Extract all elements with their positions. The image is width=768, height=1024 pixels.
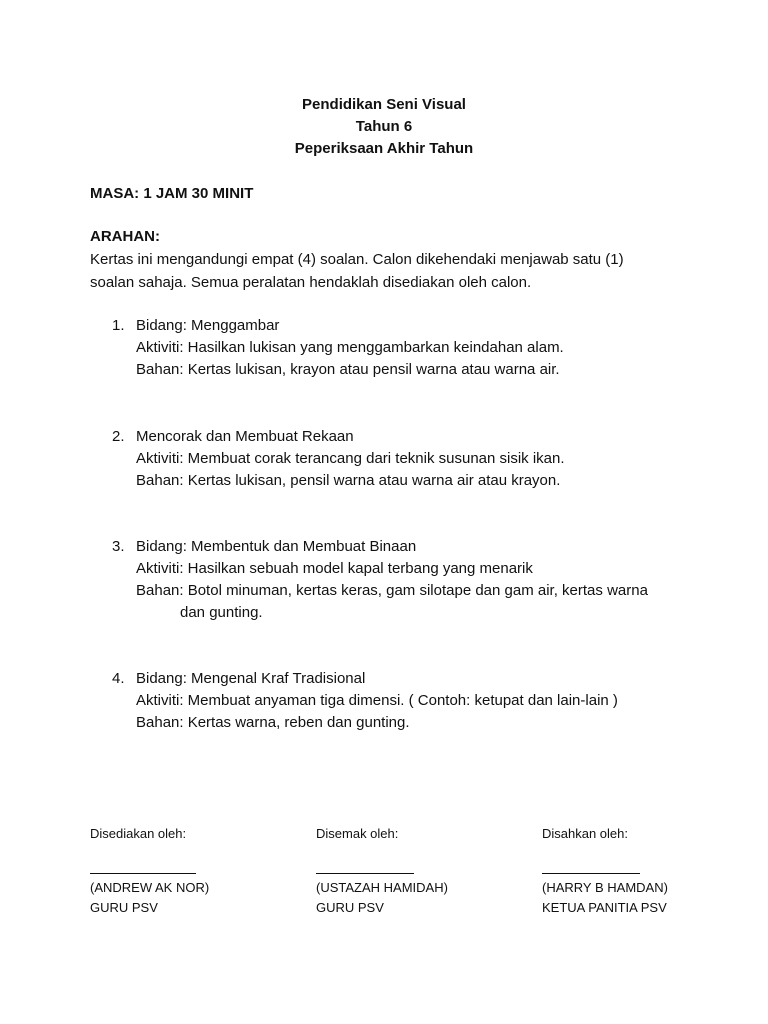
signature-block-prepared bbox=[90, 824, 290, 918]
signature-line bbox=[90, 866, 196, 874]
question-item bbox=[112, 668, 712, 734]
question-number: 3. bbox=[112, 538, 125, 555]
question-title: Mencorak dan Membuat Rekaan bbox=[136, 428, 354, 445]
instructions-line: soalan sahaja. Semua peralatan hendaklah disediakan oleh calon. bbox=[90, 274, 532, 291]
question-number: 2. bbox=[112, 428, 125, 445]
question-materials-continued: dan gunting. bbox=[180, 604, 263, 621]
signature-block-checked bbox=[316, 824, 516, 918]
question-title: Bidang: Membentuk dan Membuat Binaan bbox=[136, 538, 417, 555]
question-title: Bidang: Menggambar bbox=[136, 317, 280, 334]
question-activity: Aktiviti: Hasilkan sebuah model kapal terbang yang menarik bbox=[136, 560, 533, 577]
signature-label: Disemak oleh: bbox=[316, 826, 399, 841]
question-item bbox=[112, 426, 712, 492]
signature-label: Disediakan oleh: bbox=[90, 826, 187, 841]
signatory-role: GURU PSV bbox=[90, 900, 158, 915]
signatory-name: (ANDREW AK NOR) bbox=[90, 880, 210, 895]
question-activity: Aktiviti: Membuat corak terancang dari teknik susunan sisik ikan. bbox=[136, 450, 565, 467]
subject-title: Pendidikan Seni Visual bbox=[302, 96, 466, 113]
exam-title: Peperiksaan Akhir Tahun bbox=[294, 140, 474, 157]
document-header bbox=[0, 94, 768, 160]
question-item bbox=[112, 315, 712, 381]
signature-block-approved bbox=[542, 824, 742, 918]
signature-label: Disahkan oleh: bbox=[542, 826, 628, 841]
instructions-text bbox=[90, 248, 690, 294]
signatory-role: GURU PSV bbox=[316, 900, 384, 915]
question-item bbox=[112, 536, 712, 624]
question-activity: Aktiviti: Membuat anyaman tiga dimensi. ( Contoh: ketupat dan lain-lain ) bbox=[136, 692, 618, 709]
signatory-name: (USTAZAH HAMIDAH) bbox=[316, 880, 448, 895]
question-number: 1. bbox=[112, 317, 125, 334]
duration-label: MASA: 1 JAM 30 MINIT bbox=[90, 185, 254, 202]
question-activity: Aktiviti: Hasilkan lukisan yang menggambarkan keindahan alam. bbox=[136, 339, 564, 356]
year-title: Tahun 6 bbox=[355, 118, 413, 135]
signature-line bbox=[542, 866, 640, 874]
instructions-line: Kertas ini mengandungi empat (4) soalan. Calon dikehendaki menjawab satu (1) bbox=[90, 251, 624, 268]
question-materials: Bahan: Kertas lukisan, pensil warna atau warna air atau krayon. bbox=[136, 472, 561, 489]
question-number: 4. bbox=[112, 670, 125, 687]
question-materials: Bahan: Kertas warna, reben dan gunting. bbox=[136, 714, 410, 731]
question-materials: Bahan: Botol minuman, kertas keras, gam silotape dan gam air, kertas warna bbox=[136, 582, 648, 599]
signatory-role: KETUA PANITIA PSV bbox=[542, 900, 667, 915]
question-materials: Bahan: Kertas lukisan, krayon atau pensil warna atau warna air. bbox=[136, 361, 560, 378]
question-title: Bidang: Mengenal Kraf Tradisional bbox=[136, 670, 366, 687]
signatory-name: (HARRY B HAMDAN) bbox=[542, 880, 668, 895]
signature-line bbox=[316, 866, 414, 874]
instructions-heading: ARAHAN: bbox=[90, 228, 160, 245]
